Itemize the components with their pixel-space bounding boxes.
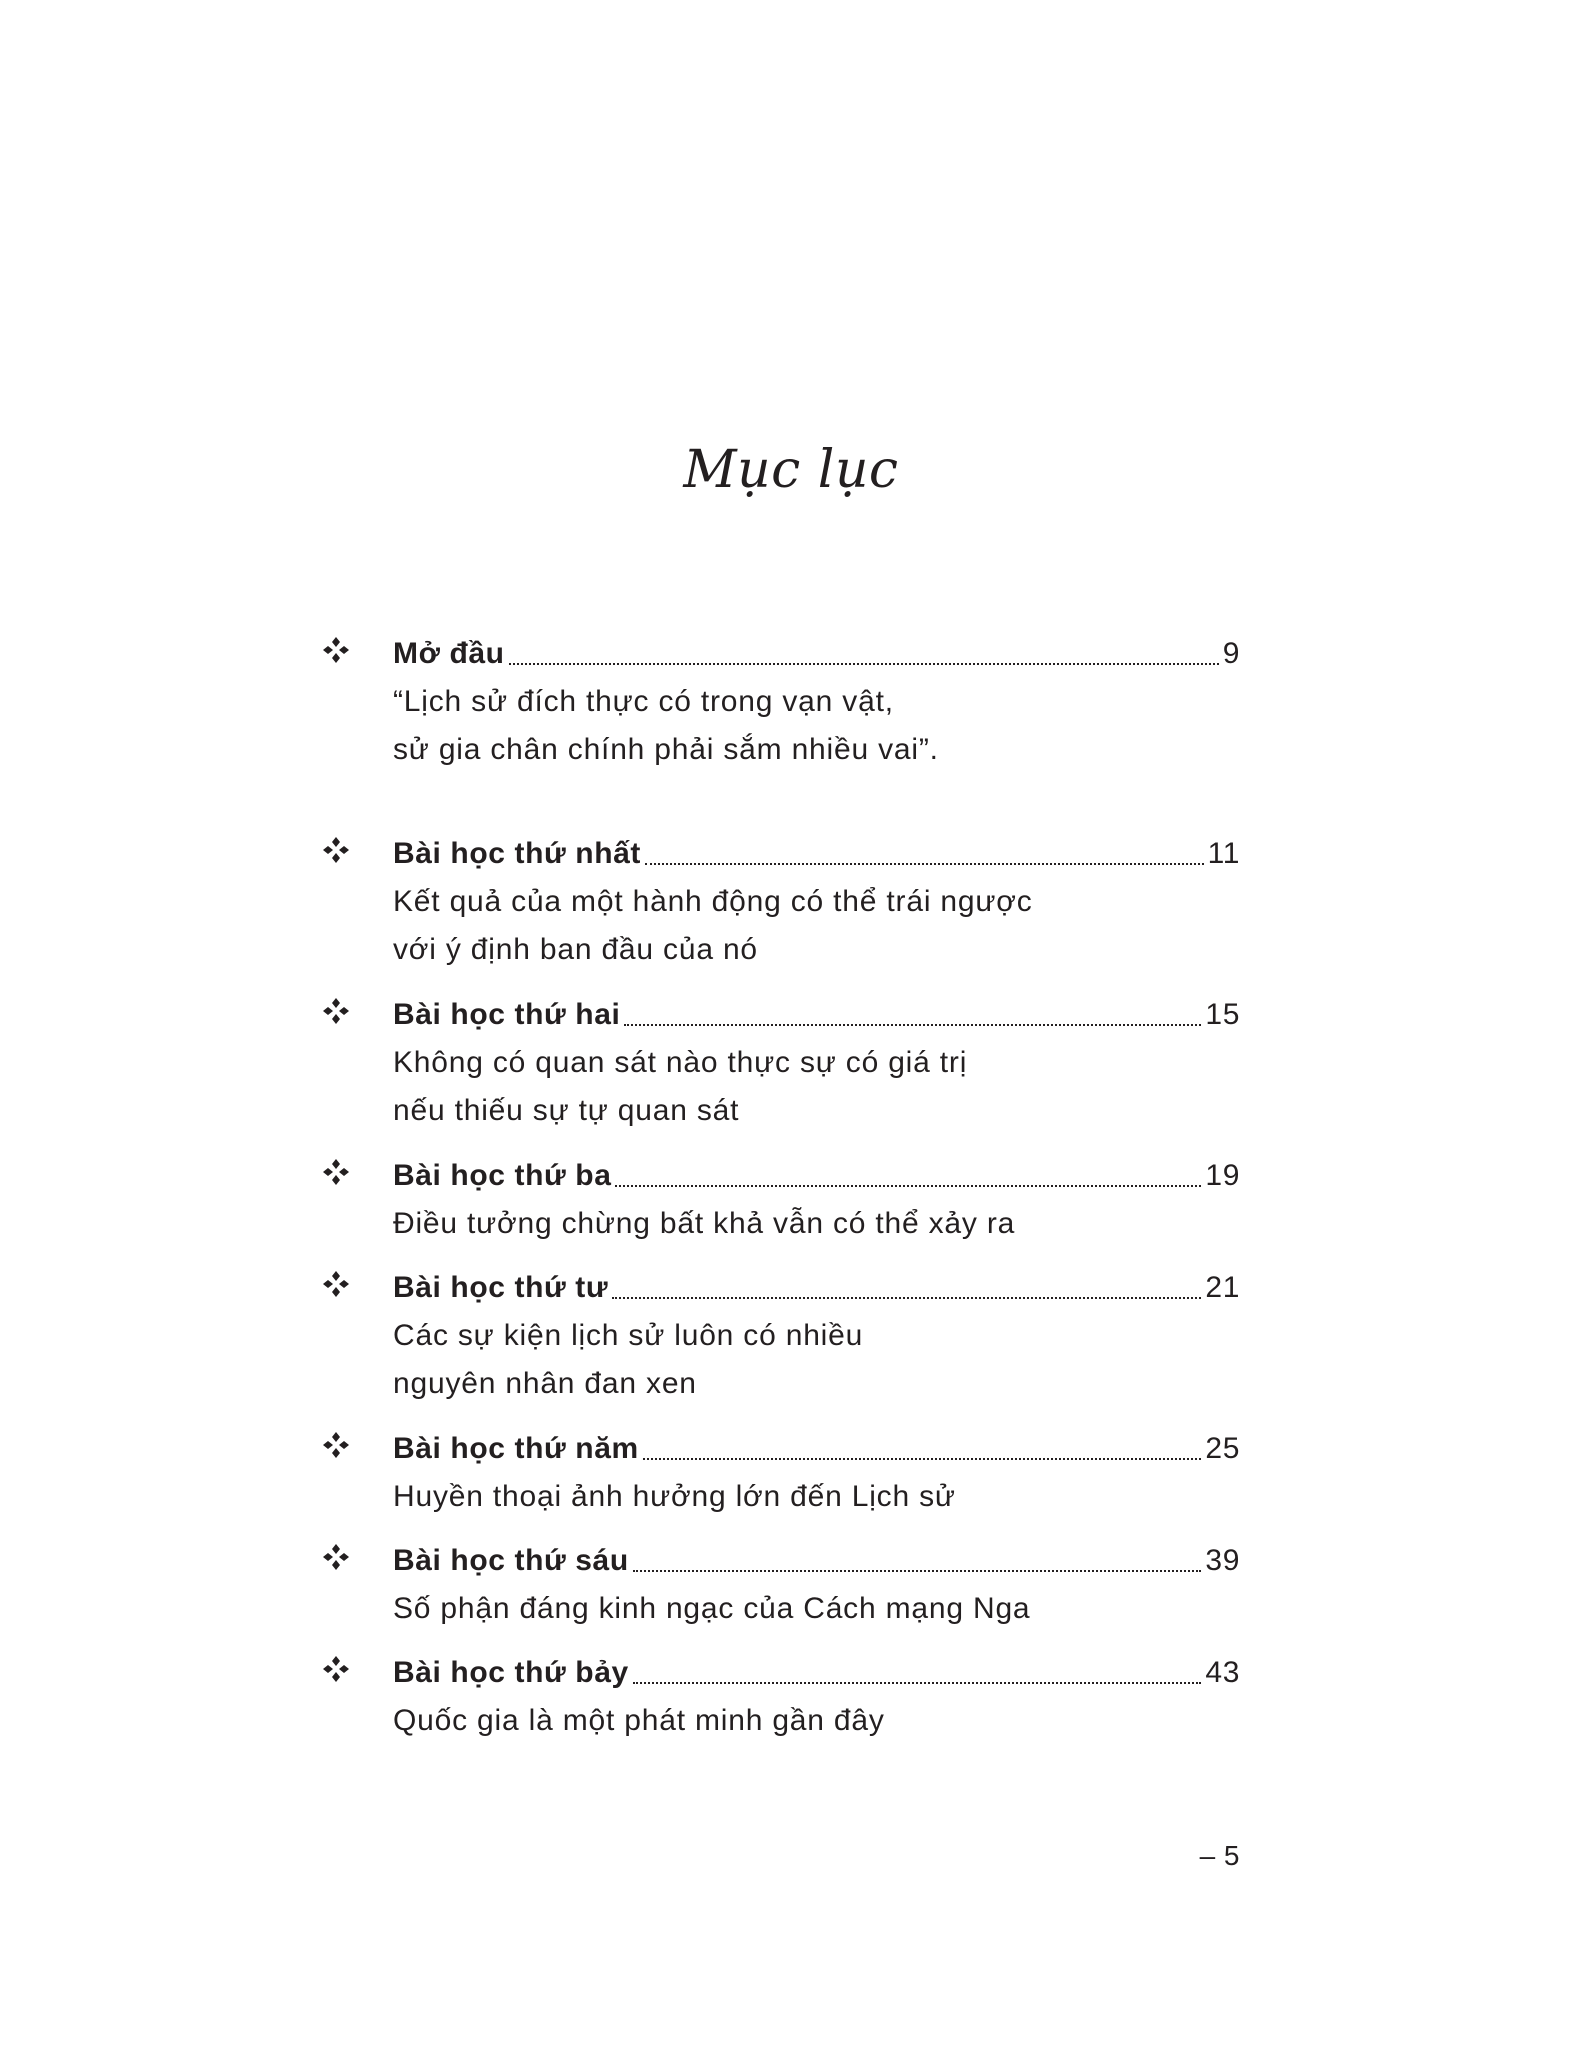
dot-leader: [633, 1570, 1202, 1572]
toc-entry-description: với ý định ban đầu của nó: [393, 933, 758, 966]
toc-entry-description: Quốc gia là một phát minh gần đây: [393, 1704, 885, 1737]
toc-entry-description: nguyên nhân đan xen: [393, 1367, 697, 1400]
dot-leader: [643, 1458, 1202, 1460]
four-diamond-bullet-icon: [320, 1541, 352, 1573]
toc-entry-row[interactable]: [393, 991, 1240, 1035]
four-diamond-bullet-icon: [320, 1653, 352, 1685]
toc-entry-heading: Bài học thứ hai: [393, 998, 621, 1031]
toc-entry-description: sử gia chân chính phải sắm nhiều vai”.: [393, 733, 939, 766]
toc-entry-heading: Bài học thứ năm: [393, 1432, 639, 1465]
toc-entry-row[interactable]: [393, 830, 1240, 874]
dot-leader: [645, 863, 1204, 865]
toc-entry-heading: Bài học thứ nhất: [393, 837, 641, 870]
toc-entry-heading: Bài học thứ ba: [393, 1159, 612, 1192]
dot-leader: [624, 1024, 1201, 1026]
dot-leader: [509, 663, 1219, 665]
toc-entry-row[interactable]: [393, 1537, 1240, 1581]
four-diamond-bullet-icon: [320, 1156, 352, 1188]
page-title: Mục lục: [683, 440, 899, 500]
toc-entry-row[interactable]: [393, 1152, 1240, 1196]
page-number-footer: – 5: [1199, 1840, 1240, 1871]
toc-entry-description: nếu thiếu sự tự quan sát: [393, 1094, 740, 1127]
toc-entry-heading: Mở đầu: [393, 637, 505, 670]
toc-entry-description: Không có quan sát nào thực sự có giá trị: [393, 1046, 968, 1079]
toc-page-number: 43: [1205, 1656, 1240, 1689]
dot-leader: [612, 1297, 1201, 1299]
four-diamond-bullet-icon: [320, 1429, 352, 1461]
toc-entry-row[interactable]: [393, 630, 1240, 674]
toc-page-number: 21: [1205, 1271, 1240, 1304]
toc-entry-description: Các sự kiện lịch sử luôn có nhiều: [393, 1319, 864, 1352]
dot-leader: [615, 1185, 1201, 1187]
four-diamond-bullet-icon: [320, 634, 352, 666]
toc-page-number: 19: [1205, 1159, 1240, 1192]
toc-entry-description: Kết quả của một hành động có thể trái ngược: [393, 885, 1033, 918]
toc-page-number: 9: [1222, 637, 1240, 670]
dot-leader: [633, 1682, 1202, 1684]
four-diamond-bullet-icon: [320, 995, 352, 1027]
toc-entry-heading: Bài học thứ tư: [393, 1271, 609, 1304]
four-diamond-bullet-icon: [320, 1268, 352, 1300]
toc-entry-heading: Bài học thứ bảy: [393, 1656, 629, 1689]
toc-entry-row[interactable]: [393, 1649, 1240, 1693]
toc-page-number: 39: [1205, 1544, 1240, 1577]
toc-entry-description: Số phận đáng kinh ngạc của Cách mạng Nga: [393, 1592, 1031, 1625]
toc-entry-description: “Lịch sử đích thực có trong vạn vật,: [393, 685, 894, 718]
toc-entry-row[interactable]: [393, 1264, 1240, 1308]
toc-page-number: 25: [1205, 1432, 1240, 1465]
toc-page-number: 15: [1205, 998, 1240, 1031]
toc-entry-row[interactable]: [393, 1425, 1240, 1469]
toc-page-number: 11: [1207, 837, 1240, 870]
toc-entry-heading: Bài học thứ sáu: [393, 1544, 629, 1577]
four-diamond-bullet-icon: [320, 834, 352, 866]
toc-entry-description: Huyền thoại ảnh hưởng lớn đến Lịch sử: [393, 1480, 956, 1513]
toc-entry-description: Điều tưởng chừng bất khả vẫn có thể xảy ra: [393, 1207, 1016, 1240]
